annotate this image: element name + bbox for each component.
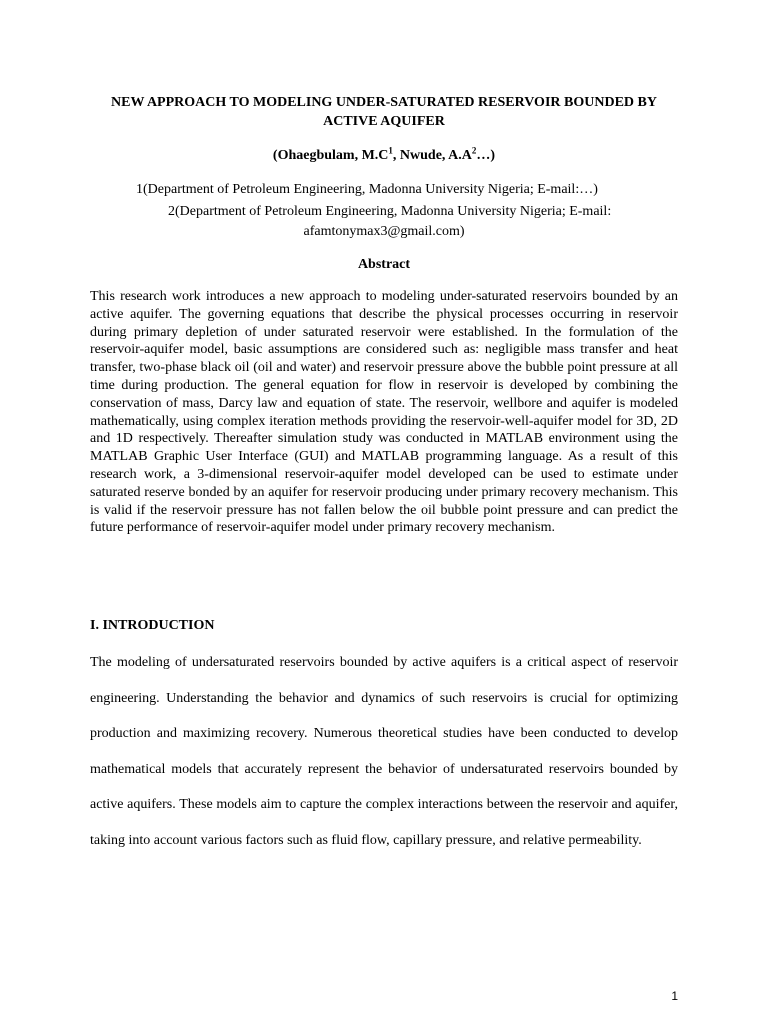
author-2-superscript: 2	[471, 145, 477, 156]
page-number: 1	[671, 989, 678, 1003]
introduction-heading: I. INTRODUCTION	[90, 618, 215, 633]
abstract-body: This research work introduces a new approach to modeling under-saturated reservoirs bounded by an active aquifer. The governing equations that describe the physical processes occurring in reservoir during primary depletion of under saturated reservoir were established. In the formulation of the reservoir-aquifer model, basic assumptions are considered such as: negligible mass transfer and heat transfer, two-phase black oil (oil and water) and reservoir pressure above the bubble point pressure at all time during production. The general equation for flow in reservoir is developed by combining the conservation of mass, Darcy law and equation of state. The reservoir, wellbore and aquifer is modeled mathematically, using complex iteration methods providing the reservoir-well-aquifer model for 3D, 2D and 1D respectively. Thereafter simulation study was conducted in MATLAB environment using the MATLAB Graphic User Interface (GUI) and MATLAB programming language. As a result of this research work, a 3-dimensional reservoir-aquifer model developed can be used to estimate under saturated reserve bonded by an aquifer for reservoir producing under primary recovery mechanism. This is valid if the reservoir pressure has not fallen below the oil bubble point pressure and can predict the future performance of reservoir-aquifer model under primary recovery mechanism.	[90, 289, 678, 536]
affiliation-2: 2(Department of Petroleum Engineering, Madonna University Nigeria; E-mail:	[168, 204, 612, 219]
introduction-body: The modeling of undersaturated reservoirs bounded by active aquifers is a critical aspect of reservoir engineering. Understanding the behavior and dynamics of such reservoirs is crucial for optimizing production and maximizing recovery. Numerous theoretical studies have been conducted to develop mathematical models that accurately represent the behavior of undersaturated reservoirs bounded by active aquifers. These models aim to capture the complex interactions between the reservoir and aquifer, taking into account various factors such as fluid flow, capillary pressure, and relative permeability.	[90, 655, 678, 848]
author-1-superscript: 1	[388, 145, 393, 156]
author-line-close: …)	[476, 148, 496, 163]
abstract-heading: Abstract	[357, 257, 411, 272]
affiliation-1: 1(Department of Petroleum Engineering, Madonna University Nigeria; E-mail:…)	[136, 182, 598, 197]
author-line	[90, 146, 678, 166]
paper-title: NEW APPROACH TO MODELING UNDER-SATURATED RESERVOIR BOUNDED BY ACTIVE AQUIFER	[111, 95, 657, 129]
author-2-name: , Nwude, A.A	[392, 148, 472, 163]
affiliation-2-email: afamtonymax3@gmail.com)	[303, 224, 465, 239]
author-1-name: (Ohaegbulam, M.C	[272, 148, 389, 163]
